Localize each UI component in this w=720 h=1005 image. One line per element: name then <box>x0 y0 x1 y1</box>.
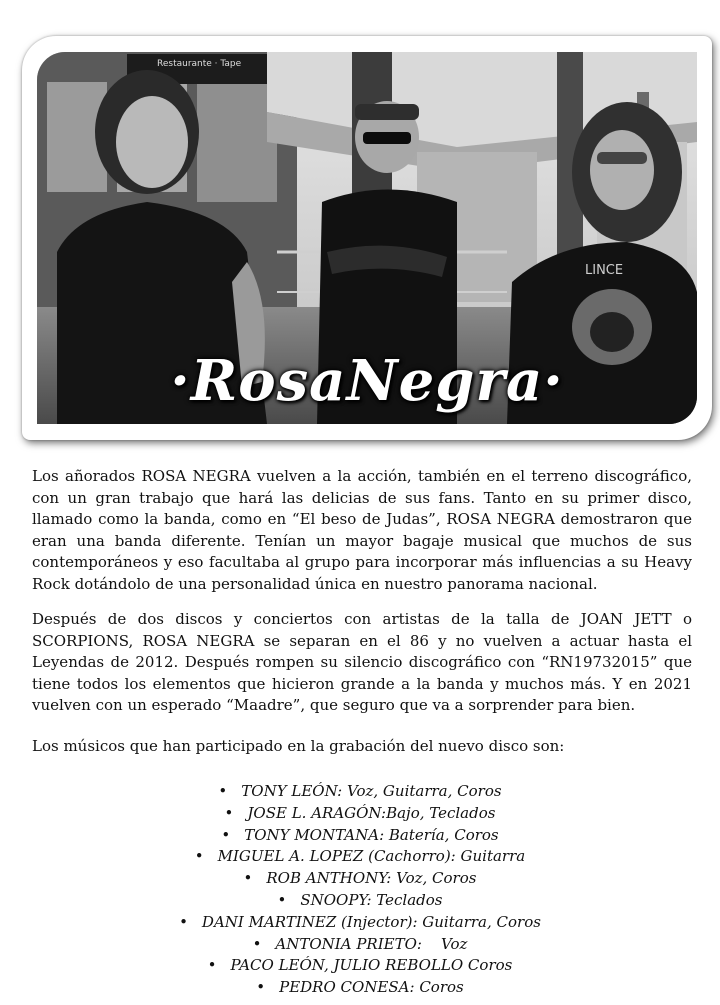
musicians-list <box>0 781 720 999</box>
list-item: • ANTONIA PRIETO: Voz <box>0 934 720 956</box>
list-item: • TONY MONTANA: Batería, Coros <box>0 825 720 847</box>
rosa-negra-logo: ·RosaNegra· <box>170 348 564 414</box>
intro-paragraph: Los añorados ROSA NEGRA vuelven a la acción, también en el terreno discográfico, con un gran trabajo que hará las delicias de sus fans. Tanto en su primer disco, llamado como la banda, como en “El beso de Judas”, ROSA NEGRA demostraron que eran una banda diferente. Tenían un mayor bagaje musical que muchos de sus contemporáneos y eso facultaba al grupo para incorporar más influencias a su Heavy Rock dotándolo de una personalidad única en nuestro panorama nacional. <box>32 467 692 593</box>
list-item: • ROB ANTHONY: Voz, Coros <box>0 868 720 890</box>
list-item: • PEDRO CONESA: Coros <box>0 977 720 999</box>
list-item: • TONY LEÓN: Voz, Guitarra, Coros <box>0 781 720 803</box>
list-item: • SNOOPY: Teclados <box>0 890 720 912</box>
list-item: • DANI MARTINEZ (Injector): Guitarra, Coros <box>0 912 720 934</box>
svg-text:LINCE: LINCE <box>585 263 624 278</box>
list-item: • JOSE L. ARAGÓN:Bajo, Teclados <box>0 803 720 825</box>
list-item: • PACO LEÓN, JULIO REBOLLO Coros <box>0 955 720 977</box>
band-photo <box>37 52 697 424</box>
musicians-intro: Los músicos que han participado en la grabación del nuevo disco son: <box>32 737 565 755</box>
restaurant-sign: Restaurante · Tape <box>157 59 242 69</box>
list-item: • MIGUEL A. LOPEZ (Cachorro): Guitarra <box>0 846 720 868</box>
history-paragraph: Después de dos discos y conciertos con artistas de la talla de JOAN JETT o SCORPIONS, ROSA NEGRA se separan en el 86 y no vuelven a actuar hasta el Leyendas de 2012. Después rompen su silencio discográfico con “RN19732015” que tiene todos los elementos que hicieron grande a la banda y muchos más. Y en 2021 vuelven con un esperado “Maadre”, que seguro que va a sorprender para bien. <box>32 610 692 715</box>
